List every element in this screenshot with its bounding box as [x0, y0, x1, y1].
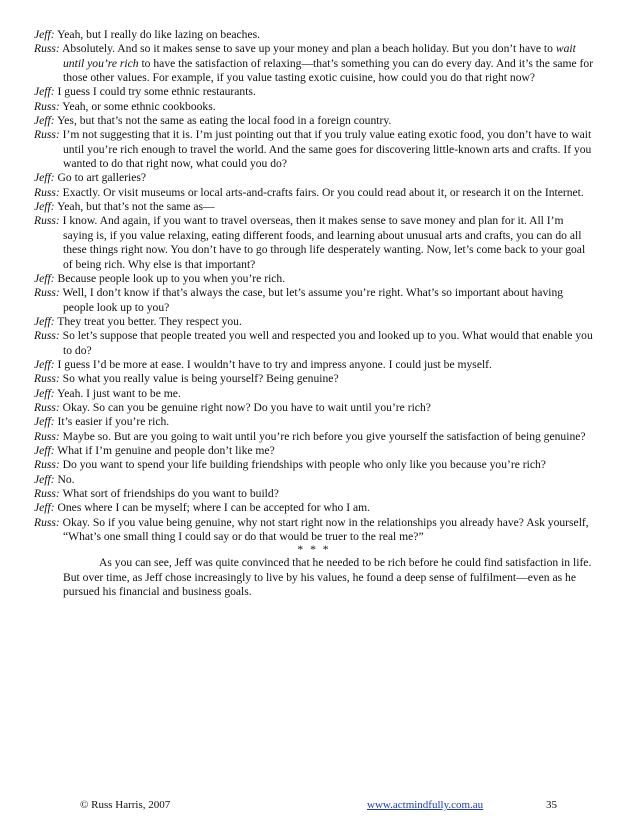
speaker-label: Russ: — [34, 515, 60, 529]
dialogue-turn — [34, 401, 594, 415]
speaker-label: Russ: — [34, 42, 60, 56]
dialogue-turn — [34, 128, 594, 171]
speaker-label: Russ: — [34, 400, 60, 414]
turn-text: Absolutely. And so it makes sense to save up your money and plan a beach holiday. But you don’t have to — [59, 42, 556, 56]
dialogue-turn — [34, 458, 594, 472]
turn-text: I know. And again, if you want to travel overseas, then it makes sense to save money and plan for it. All I’m saying is, if you value relaxing, eating different foods, and learning about unusual arts and crafts, you can do all these things right now. You don’t have to go through life desperately wanting. Now, let’s come back to your goal of being rich. Why else is that important? — [59, 214, 586, 271]
speaker-label: Jeff: — [34, 357, 55, 371]
turn-text: I guess I could try some ethnic restaurants. — [54, 85, 256, 99]
footer-copyright: © Russ Harris, 2007 — [80, 799, 171, 811]
dialogue-turn — [34, 372, 594, 386]
emphasized-text: wait until you’re rich — [63, 42, 576, 70]
turn-text: Well, I don’t know if that’s always the case, but let’s assume you’re right. What’s so important about having people look up to you? — [59, 286, 564, 314]
speaker-label: Russ: — [34, 214, 60, 228]
speaker-label: Jeff: — [34, 200, 55, 214]
dialogue-turn — [34, 42, 594, 85]
speaker-label: Jeff: — [34, 501, 55, 515]
dialogue-turn — [34, 387, 594, 401]
dialogue-turn — [34, 315, 594, 329]
dialogue-turn — [34, 272, 594, 286]
turn-text: Exactly. Or visit museums or local arts-and-crafts fairs. Or you could read about it, or research it on the Internet. — [59, 185, 584, 199]
speaker-label: Russ: — [34, 99, 60, 113]
turn-text: Yes, but that’s not the same as eating the local food in a foreign country. — [54, 114, 392, 128]
speaker-label: Russ: — [34, 429, 60, 443]
turn-text: Ones where I can be myself; where I can be accepted for who I am. — [54, 501, 371, 515]
dialogue-turn — [34, 516, 594, 545]
speaker-label: Jeff: — [34, 415, 55, 429]
dialogue-turn — [34, 214, 594, 271]
speaker-label: Jeff: — [34, 386, 55, 400]
speaker-label: Jeff: — [34, 443, 55, 457]
turn-text: Go to art galleries? — [54, 171, 147, 185]
speaker-label: Russ: — [34, 487, 60, 500]
dialogue-turn — [34, 487, 594, 501]
turn-text: What if I’m genuine and people don’t like me? — [54, 443, 275, 457]
turn-text: So let’s suppose that people treated you well and respected you and looked up to you. What would that enable you to do? — [59, 329, 593, 357]
speaker-label: Jeff: — [34, 28, 55, 41]
speaker-label: Russ: — [34, 185, 60, 199]
turn-text: It’s easier if you’re rich. — [54, 415, 170, 429]
dialogue-turn — [34, 329, 594, 358]
turn-text: Yeah, but I really do like lazing on beaches. — [54, 28, 261, 41]
turn-text: Yeah, but that’s not the same as— — [54, 200, 215, 214]
speaker-label: Jeff: — [34, 314, 55, 328]
dialogue-turn — [34, 444, 594, 458]
dialogue-turn — [34, 114, 594, 128]
dialogue-turn — [34, 501, 594, 515]
turn-text: I’m not suggesting that it is. I’m just pointing out that if you truly value eating exotic food, you don’t have to wait until you’re rich enough to travel the world. And the same goes for discovering little-known arts and crafts. If you wanted to do that right now, what could you do? — [59, 128, 592, 171]
turn-text: to have the satisfaction of relaxing—that’s something you can do every day. And it’s the same for those other values. For example, if you value tasting exotic cuisine, how could you do that right now? — [63, 56, 594, 85]
footer-website-link[interactable]: www.actmindfully.com.au — [367, 799, 484, 811]
speaker-label: Jeff: — [34, 472, 55, 486]
speaker-label: Russ: — [34, 286, 60, 300]
turn-text: Yeah. I just want to be me. — [54, 386, 181, 400]
section-separator: * * * — [297, 543, 331, 557]
dialogue-turn — [34, 85, 594, 99]
turn-text: Because people look up to you when you’re rich. — [54, 271, 286, 285]
turn-text: Yeah, or some ethnic cookbooks. — [59, 99, 216, 113]
dialogue-turn — [34, 28, 594, 42]
turn-text: Do you want to spend your life building friendships with people who only like you because you’re rich? — [59, 458, 546, 472]
speaker-label: Russ: — [34, 329, 60, 343]
dialogue-turn — [34, 430, 594, 444]
dialogue-turn — [34, 286, 594, 315]
dialogue-turn — [34, 100, 594, 114]
turn-text: So what you really value is being yourself? Being genuine? — [59, 372, 339, 386]
turn-text: Maybe so. But are you going to wait until you’re rich before you give yourself the satisfaction of being genuine? — [59, 429, 586, 443]
dialogue-turn — [34, 171, 594, 185]
page-number: 35 — [546, 799, 557, 811]
dialogue-turn — [34, 415, 594, 429]
speaker-label: Russ: — [34, 128, 60, 142]
turn-text: Okay. So if you value being genuine, why not start right now in the relationships you already have? Ask yourself, “What’s one small thing I could say or do that would be truer to the real me?” — [59, 515, 589, 544]
dialogue-turn — [34, 186, 594, 200]
turn-text: They treat you better. They respect you. — [54, 314, 242, 328]
narrative-paragraph: As you can see, Jeff was quite convinced that he needed to be rich before he could find satisfaction in life. But over time, as Jeff chose increasingly to live by his values, he found a deep sense of fulfilment—even as he pursued his financial and business goals. — [63, 556, 592, 599]
dialogue-turn — [34, 473, 594, 487]
dialogue-turn — [34, 200, 594, 214]
speaker-label: Russ: — [34, 372, 60, 386]
speaker-label: Jeff: — [34, 171, 55, 185]
speaker-label: Jeff: — [34, 271, 55, 285]
turn-text: No. — [54, 472, 75, 486]
speaker-label: Jeff: — [34, 114, 55, 128]
dialogue-turn — [34, 358, 594, 372]
turn-text: I guess I’d be more at ease. I wouldn’t have to try and impress anyone. I could just be myself. — [54, 357, 492, 371]
speaker-label: Jeff: — [34, 85, 55, 99]
dialogue-transcript — [34, 28, 594, 599]
speaker-label: Russ: — [34, 458, 60, 472]
turn-text: What sort of friendships do you want to build? — [59, 487, 279, 500]
turn-text: Okay. So can you be genuine right now? Do you have to wait until you’re rich? — [59, 400, 431, 414]
